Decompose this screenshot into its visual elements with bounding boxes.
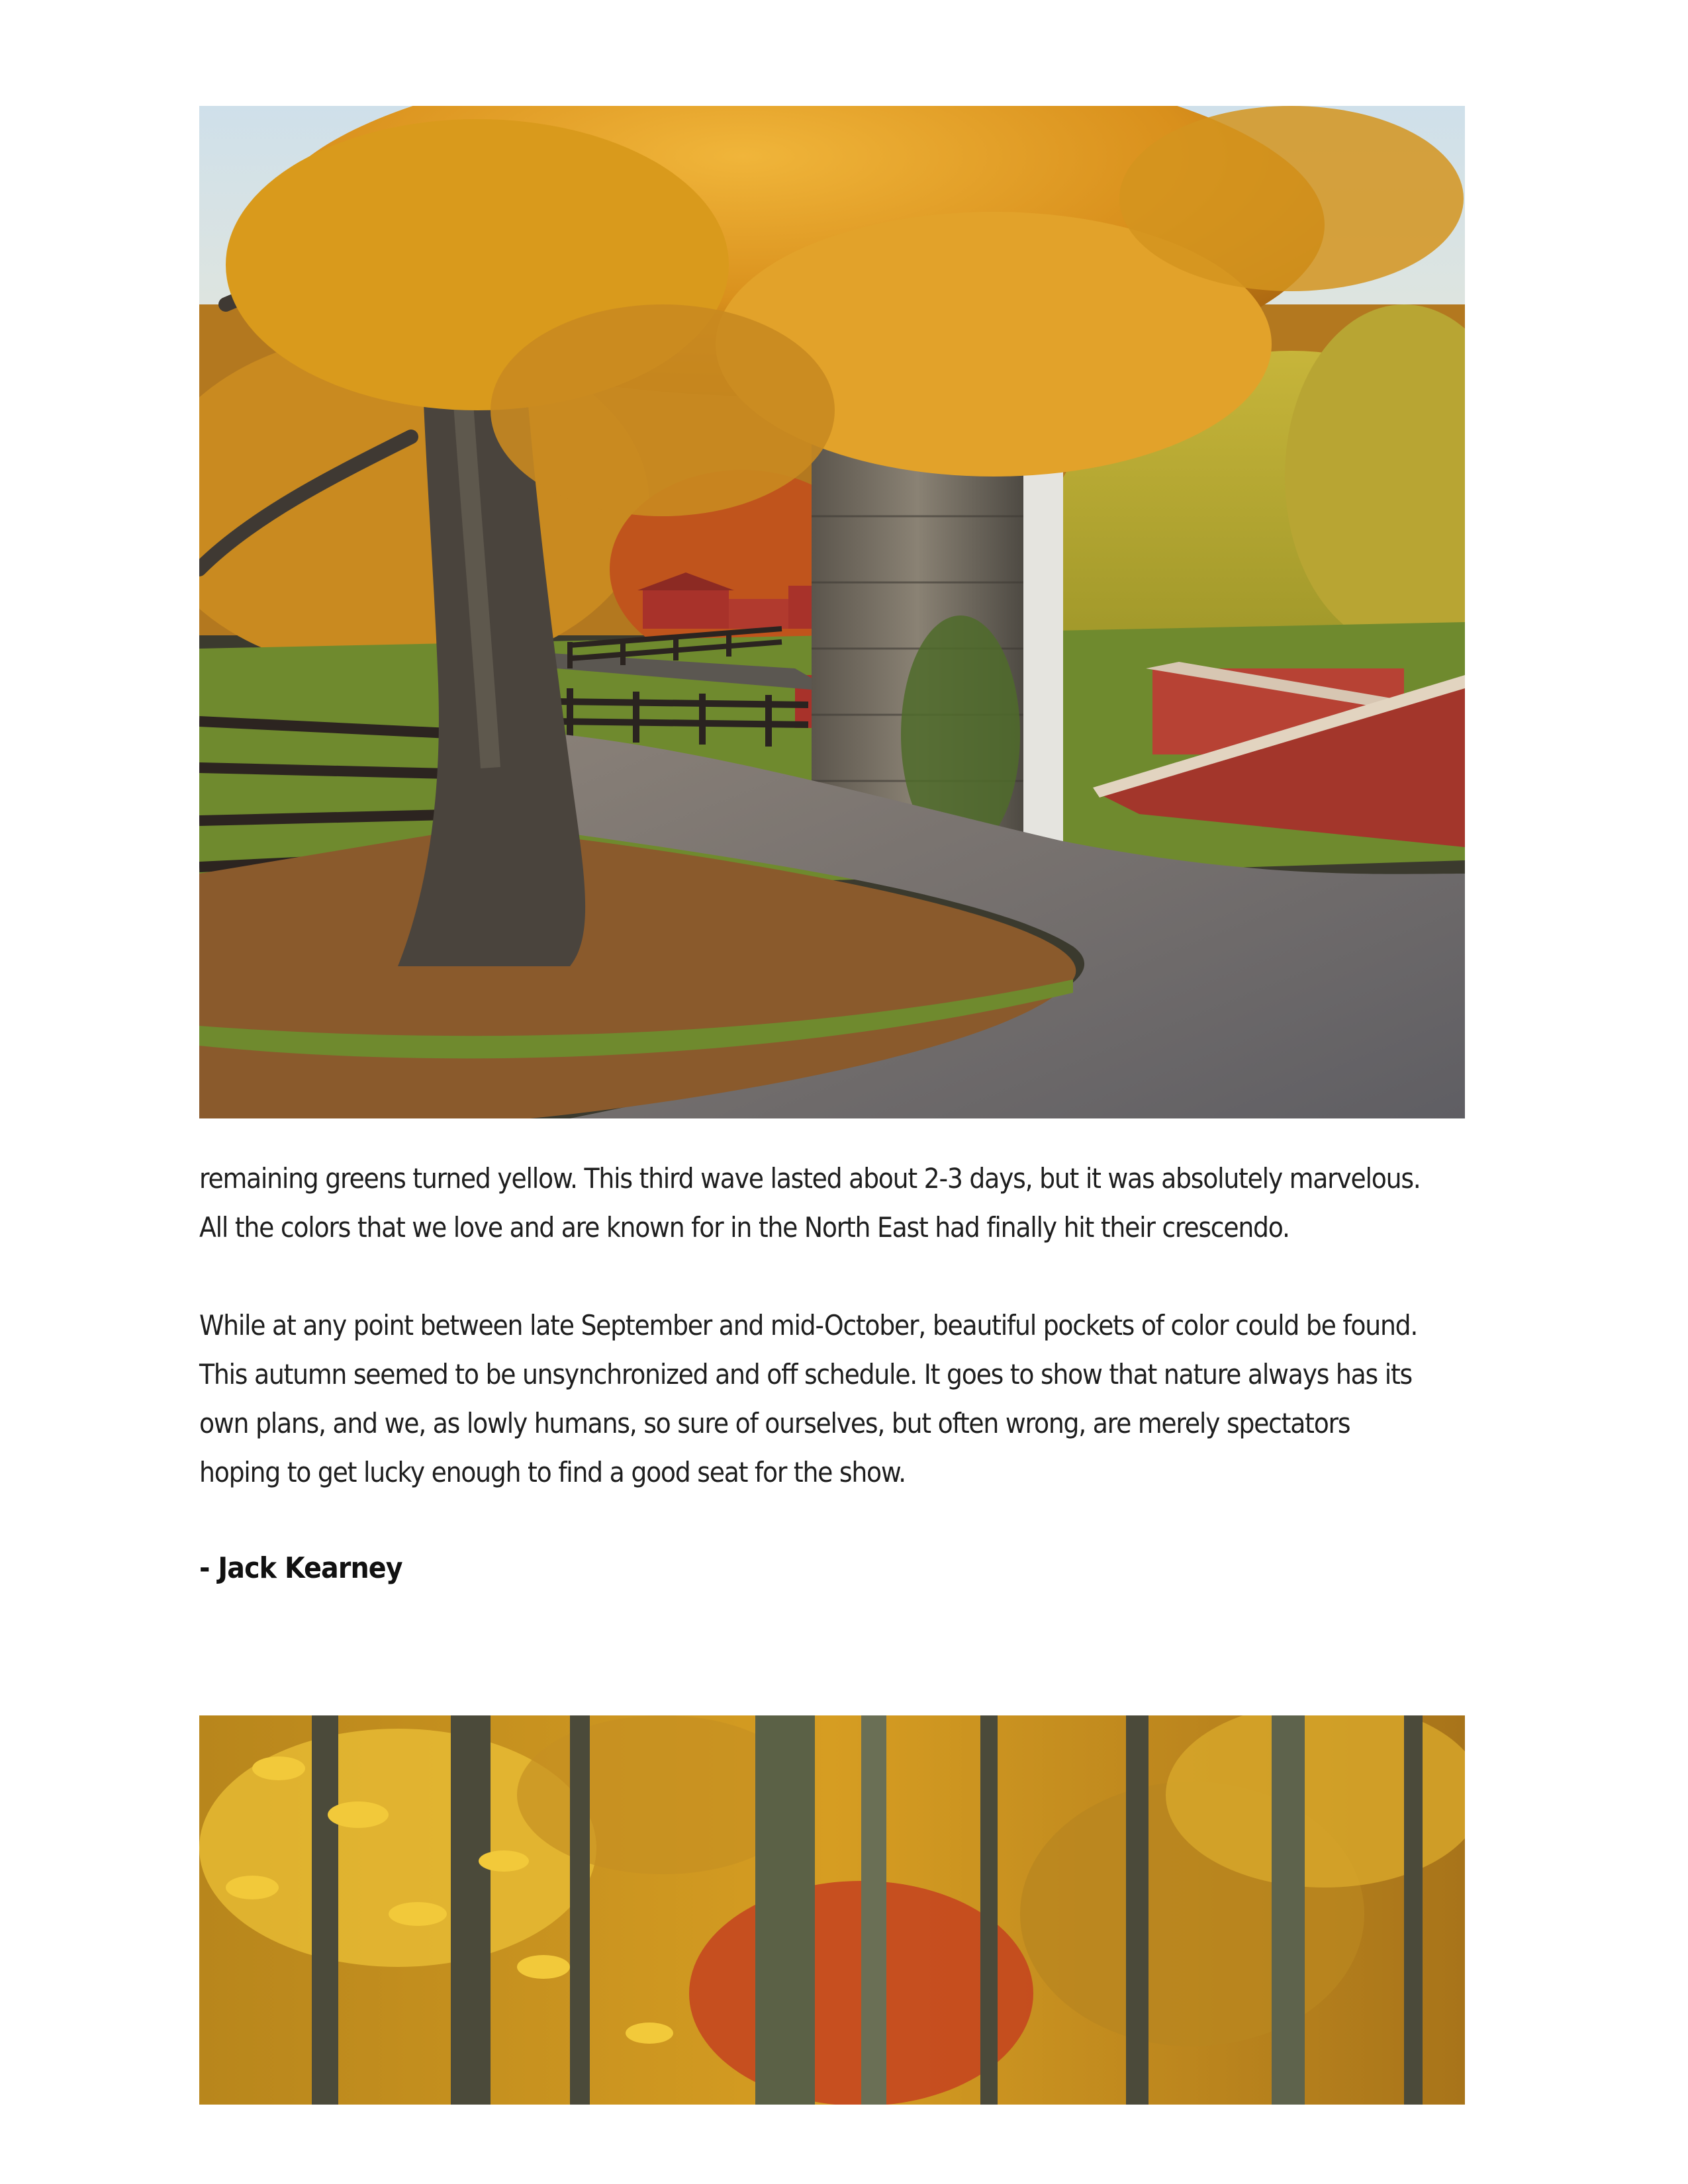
paragraph-line: All the colors that we love and are known for in the North East had finally hit their crescendo. bbox=[199, 1211, 1289, 1244]
autumn-forest-photo bbox=[199, 1715, 1465, 2105]
paragraph-line: hoping to get lucky enough to find a good seat for the show. bbox=[199, 1456, 906, 1488]
paragraph-2 bbox=[199, 1301, 1418, 1497]
paragraph-1 bbox=[199, 1154, 1421, 1252]
paragraph-line: own plans, and we, as lowly humans, so sure of ourselves, but often wrong, are merely spectators bbox=[199, 1407, 1350, 1439]
paragraph-line: While at any point between late September and mid-October, beautiful pockets of color could be found. bbox=[199, 1309, 1418, 1342]
author-signature: - Jack Kearney bbox=[199, 1551, 402, 1585]
autumn-forest-illustration bbox=[199, 1715, 1465, 2105]
paragraph-line: remaining greens turned yellow. This third wave lasted about 2-3 days, but it was absolutely marvelous. bbox=[199, 1162, 1421, 1195]
autumn-farm-illustration bbox=[199, 106, 1465, 1118]
autumn-farm-photo bbox=[199, 106, 1465, 1118]
paragraph-line: This autumn seemed to be unsynchronized and off schedule. It goes to show that nature always has its bbox=[199, 1358, 1412, 1390]
